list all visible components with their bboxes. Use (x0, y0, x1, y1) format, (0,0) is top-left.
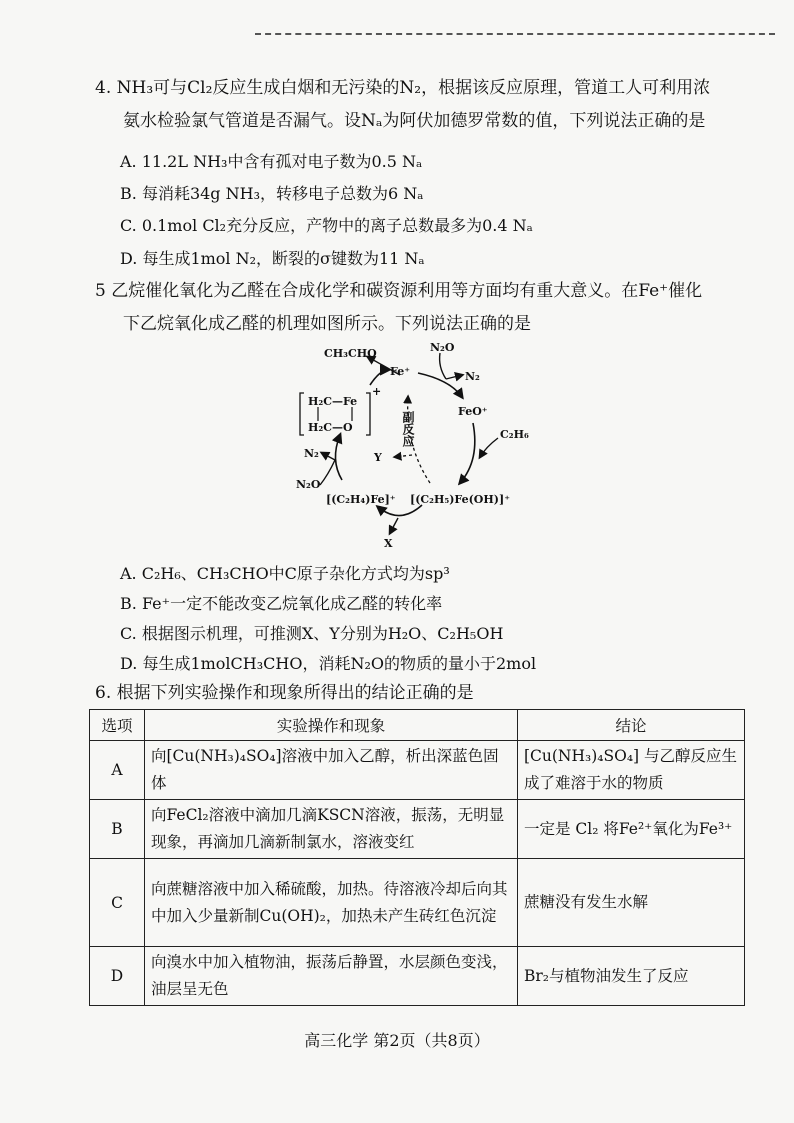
option-b (120, 180, 423, 208)
option-d (120, 245, 425, 273)
arrow-n2-left-out (322, 453, 335, 460)
table-row (90, 741, 745, 800)
label-feo-plus: FeO⁺ (458, 405, 488, 418)
label-ring-top: H₂C—Fe (308, 395, 358, 408)
table-row (90, 800, 745, 859)
label-n2o-left: N₂O (296, 478, 321, 491)
top-dashed-line (255, 33, 775, 35)
label-c2h4fe: [(C₂H₄)Fe]⁺ (326, 493, 396, 506)
option-text: Fe⁺一定不能改变乙烷氧化成乙醛的转化率 (141, 594, 443, 613)
arrow-n2o-left-in (320, 460, 335, 485)
row-label: D (90, 947, 145, 1006)
question-number: 6. (95, 683, 112, 703)
option-text: 11.2L NH₃中含有孤对电子数为0.5 Nₐ (141, 152, 423, 171)
option-label: B. (120, 594, 137, 613)
label-x: X (384, 537, 393, 550)
ring-bracket-left (300, 393, 304, 435)
row-operation: 向FeCl₂溶液中滴加几滴KSCN溶液，振荡，无明显现象，再滴加几滴新制氯水，溶液变红 (145, 800, 518, 859)
header-conclusion: 结论 (518, 710, 745, 741)
question-6-stem (95, 677, 745, 710)
table-row (90, 859, 745, 947)
row-conclusion: [Cu(NH₃)₄SO₄] 与乙醇反应生成了难溶于水的物质 (518, 741, 745, 800)
label-ring-charge: + (372, 385, 382, 398)
question-5-stem (95, 275, 745, 341)
label-n2-left: N₂ (304, 447, 319, 460)
option-a (120, 148, 422, 176)
mechanism-diagram (290, 335, 530, 550)
page-footer: 高三化学 第2页（共8页） (304, 1031, 490, 1050)
option-a (120, 560, 450, 588)
label-ch3cho: CH₃CHO (324, 347, 377, 360)
label-side-reaction: 副反应 (401, 411, 415, 447)
row-operation: 向[Cu(NH₃)₄SO₄]溶液中加入乙醇，析出深蓝色固体 (145, 741, 518, 800)
option-text: 每生成1mol N₂，断裂的σ键数为11 Nₐ (142, 249, 425, 268)
row-conclusion: 一定是 Cl₂ 将Fe²⁺氧化为Fe³⁺ (518, 800, 745, 859)
header-option: 选项 (90, 710, 145, 741)
label-ring-bottom: H₂C—O (308, 421, 353, 434)
arrow-n2-out (446, 375, 462, 379)
option-label: A. (120, 564, 137, 583)
arrow-c2h4fe-to-ring (335, 435, 342, 480)
label-c2h6: C₂H₆ (500, 428, 529, 441)
arrow-n2o-in (440, 353, 446, 379)
experiment-table (89, 709, 745, 1006)
option-label: C. (120, 216, 137, 235)
row-label: A (90, 741, 145, 800)
arrow-c2h6-in (480, 438, 498, 457)
option-text: 根据图示机理，可推测X、Y分别为H₂O、C₂H₅OH (141, 624, 504, 643)
question-number: 5 (95, 281, 106, 301)
label-y: Y (374, 451, 382, 464)
arrow-ring-to-fe (370, 370, 388, 385)
row-operation: 向溴水中加入植物油，振荡后静置，水层颜色变浅，油层呈无色 (145, 947, 518, 1006)
option-c (120, 620, 503, 648)
arrow-to-c2h4fe (378, 505, 422, 516)
table-row (90, 947, 745, 1006)
question-text-line: 下乙烷氧化成乙醛的机理如图所示。下列说法正确的是 (123, 314, 531, 334)
table-header-row (90, 710, 745, 741)
option-text: 每生成1molCH₃CHO，消耗N₂O的物质的量小于2mol (142, 654, 537, 673)
label-c2h5feoh: [(C₂H₅)Fe(OH)]⁺ (410, 493, 510, 506)
option-label: C. (120, 624, 137, 643)
row-label: B (90, 800, 145, 859)
ring-bracket-right (366, 393, 370, 435)
dashed-arrow-to-y (395, 455, 412, 457)
header-operation: 实验操作和现象 (145, 710, 518, 741)
option-c (120, 212, 533, 240)
label-fe-plus: Fe⁺ (390, 365, 411, 378)
label-n2o-top: N₂O (430, 341, 455, 354)
option-text: 0.1mol Cl₂充分反应，产物中的离子总数最多为0.4 Nₐ (141, 216, 533, 235)
question-text-line: 氨水检验氯气管道是否漏气。设Nₐ为阿伏加德罗常数的值，下列说法正确的是 (123, 111, 706, 131)
arrow-feo-to-c2h5feoh (460, 423, 475, 483)
option-b (120, 590, 442, 618)
option-text: C₂H₆、CH₃CHO中C原子杂化方式均为sp³ (141, 564, 450, 583)
question-text-line: 根据下列实验操作和现象所得出的结论正确的是 (116, 683, 474, 703)
row-label: C (90, 859, 145, 947)
question-text-line: NH₃可与Cl₂反应生成白烟和无污染的N₂，根据该反应原理，管道工人可利用浓 (116, 78, 711, 98)
row-conclusion: 蔗糖没有发生水解 (518, 859, 745, 947)
row-operation: 向蔗糖溶液中加入稀硫酸，加热。待溶液冷却后向其中加入少量新制Cu(OH)₂，加热未产生砖红色沉淀 (145, 859, 518, 947)
question-number: 4. (95, 78, 112, 98)
option-text: 每消耗34g NH₃，转移电子总数为6 Nₐ (141, 184, 424, 203)
option-label: A. (120, 152, 137, 171)
row-conclusion: Br₂与植物油发生了反应 (518, 947, 745, 1006)
option-label: B. (120, 184, 137, 203)
label-n2-top: N₂ (465, 370, 480, 383)
question-4-stem (95, 72, 745, 138)
option-label: D. (120, 249, 138, 268)
question-text-line: 乙烷催化氧化为乙醛在合成化学和碳资源利用等方面均有重大意义。在Fe⁺催化 (111, 281, 703, 301)
option-label: D. (120, 654, 138, 673)
option-d (120, 650, 536, 678)
arrow-x-out (390, 518, 398, 533)
